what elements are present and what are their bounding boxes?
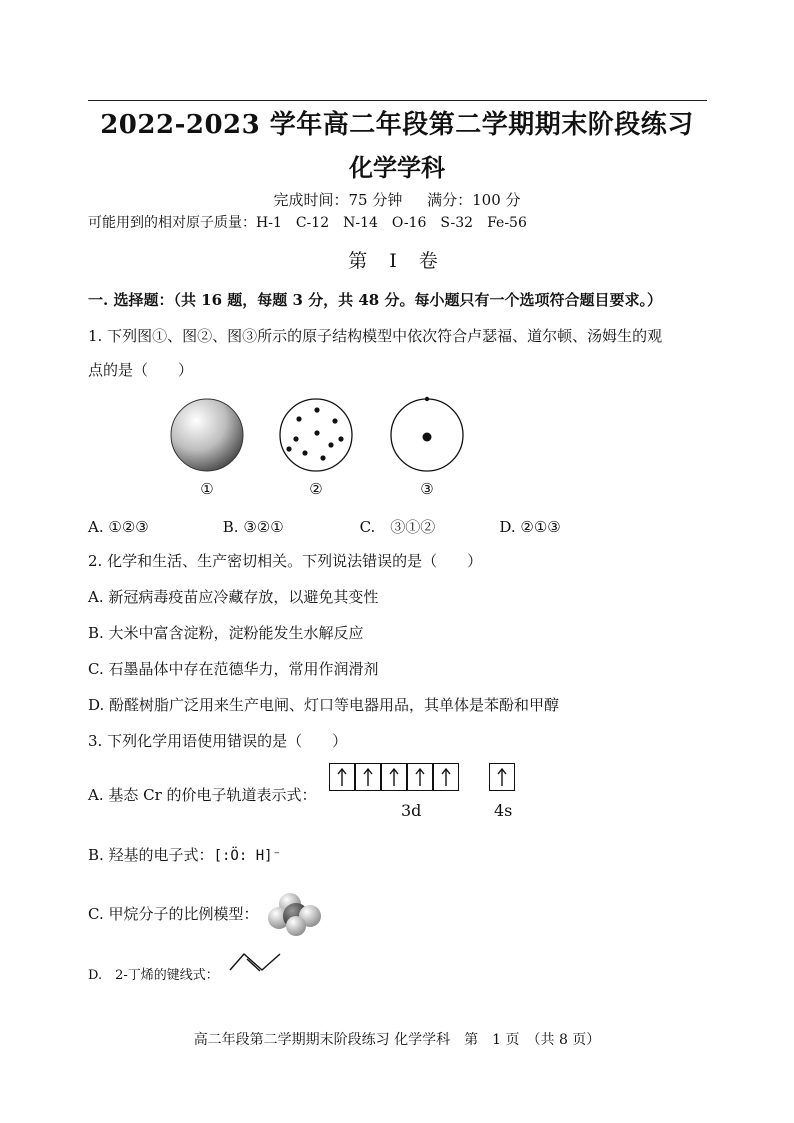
q3-option-c: C. 甲烷分子的比例模型：	[88, 905, 259, 923]
exam-score: 满分：100 分	[427, 191, 521, 209]
orbital-label-4s: 4s	[494, 801, 513, 820]
nuclear-model	[391, 397, 463, 471]
up-arrow-icon	[496, 767, 508, 787]
exam-title: 2022-2023 学年高二年段第二学期期末阶段练习	[100, 110, 694, 140]
subject-title: 化学学科	[349, 153, 445, 182]
orbital-label-3d: 3d	[401, 801, 422, 820]
q3-option-a: A. 基态 Cr 的价电子轨道表示式：	[88, 786, 317, 804]
q2-option-d: D. 酚醛树脂广泛用来生产电闸、灯口等电器用品，其单体是苯酚和甲醇	[88, 696, 560, 714]
butene-skeletal-formula	[228, 950, 284, 978]
q2-option-b: B. 大米中富含淀粉，淀粉能发生水解反应	[88, 624, 364, 642]
caption-1: ①	[200, 480, 214, 498]
q3-option-b-text: B. 羟基的电子式：	[88, 846, 214, 864]
exam-meta	[0, 189, 794, 210]
caption-3: ③	[420, 480, 434, 498]
plum-pudding-model	[280, 399, 352, 471]
q1-stem-line2: 点的是（ ）	[88, 361, 194, 379]
q2-stem: 2. 化学和生活、生产密切相关。下列说法错误的是（ ）	[88, 552, 483, 570]
q1-option-d: D. ②①③	[499, 518, 561, 536]
up-arrow-icon	[336, 767, 348, 787]
orbital-box-4s	[489, 763, 515, 791]
q2-option-c: C. 石墨晶体中存在范德华力，常用作润滑剂	[88, 660, 379, 678]
exam-time: 完成时间：75 分钟	[273, 191, 403, 209]
orbital-box-3d-4	[407, 763, 433, 791]
solid-sphere-model	[171, 399, 243, 471]
q1-options	[88, 517, 561, 537]
hydroxyl-electron-formula: [:Ö: H]⁻	[213, 848, 281, 864]
q1-stem-line1: 1. 下列图①、图②、图③所示的原子结构模型中依次符合卢瑟福、道尔顿、汤姆生的观	[88, 327, 663, 345]
orbital-box-3d-3	[381, 763, 407, 791]
methane-space-filling-model	[268, 890, 324, 940]
q1-option-a: A. ①②③	[88, 518, 149, 536]
volume-label: 第 Ⅰ 卷	[348, 250, 446, 272]
caption-2: ②	[309, 480, 323, 498]
page-footer: 高二年段第二学期期末阶段练习 化学学科 第 1 页 （共 8 页）	[193, 1032, 601, 1048]
up-arrow-icon	[414, 767, 426, 787]
q3-option-d: D. 2-丁烯的键线式：	[88, 968, 219, 983]
butene-skeletal-svg	[228, 950, 284, 974]
atomic-masses: 可能用到的相对原子质量：H-1 C-12 N-14 O-16 S-32 Fe-56	[88, 215, 527, 231]
q3-stem: 3. 下列化学用语使用错误的是（ ）	[88, 732, 348, 750]
header-rule	[88, 100, 707, 101]
q2-option-a: A. 新冠病毒疫苗应冷藏存放，以避免其变性	[88, 588, 379, 606]
orbital-box-3d-1	[329, 763, 355, 791]
q1-option-c: C. ③①②	[359, 518, 436, 536]
up-arrow-icon	[388, 767, 400, 787]
section-heading: 一. 选择题：（共 16 题，每题 3 分，共 48 分。每小题只有一个选项符合题目要求。）	[88, 291, 662, 309]
atom-models-svg	[165, 395, 475, 479]
q1-option-b: B. ③②①	[222, 518, 284, 536]
q3-option-b	[88, 845, 281, 866]
atom-models-figure	[165, 395, 475, 505]
orbital-box-3d-5	[433, 763, 459, 791]
methane-model-svg	[268, 890, 324, 936]
up-arrow-icon	[440, 767, 452, 787]
orbital-box-3d-2	[355, 763, 381, 791]
up-arrow-icon	[362, 767, 374, 787]
